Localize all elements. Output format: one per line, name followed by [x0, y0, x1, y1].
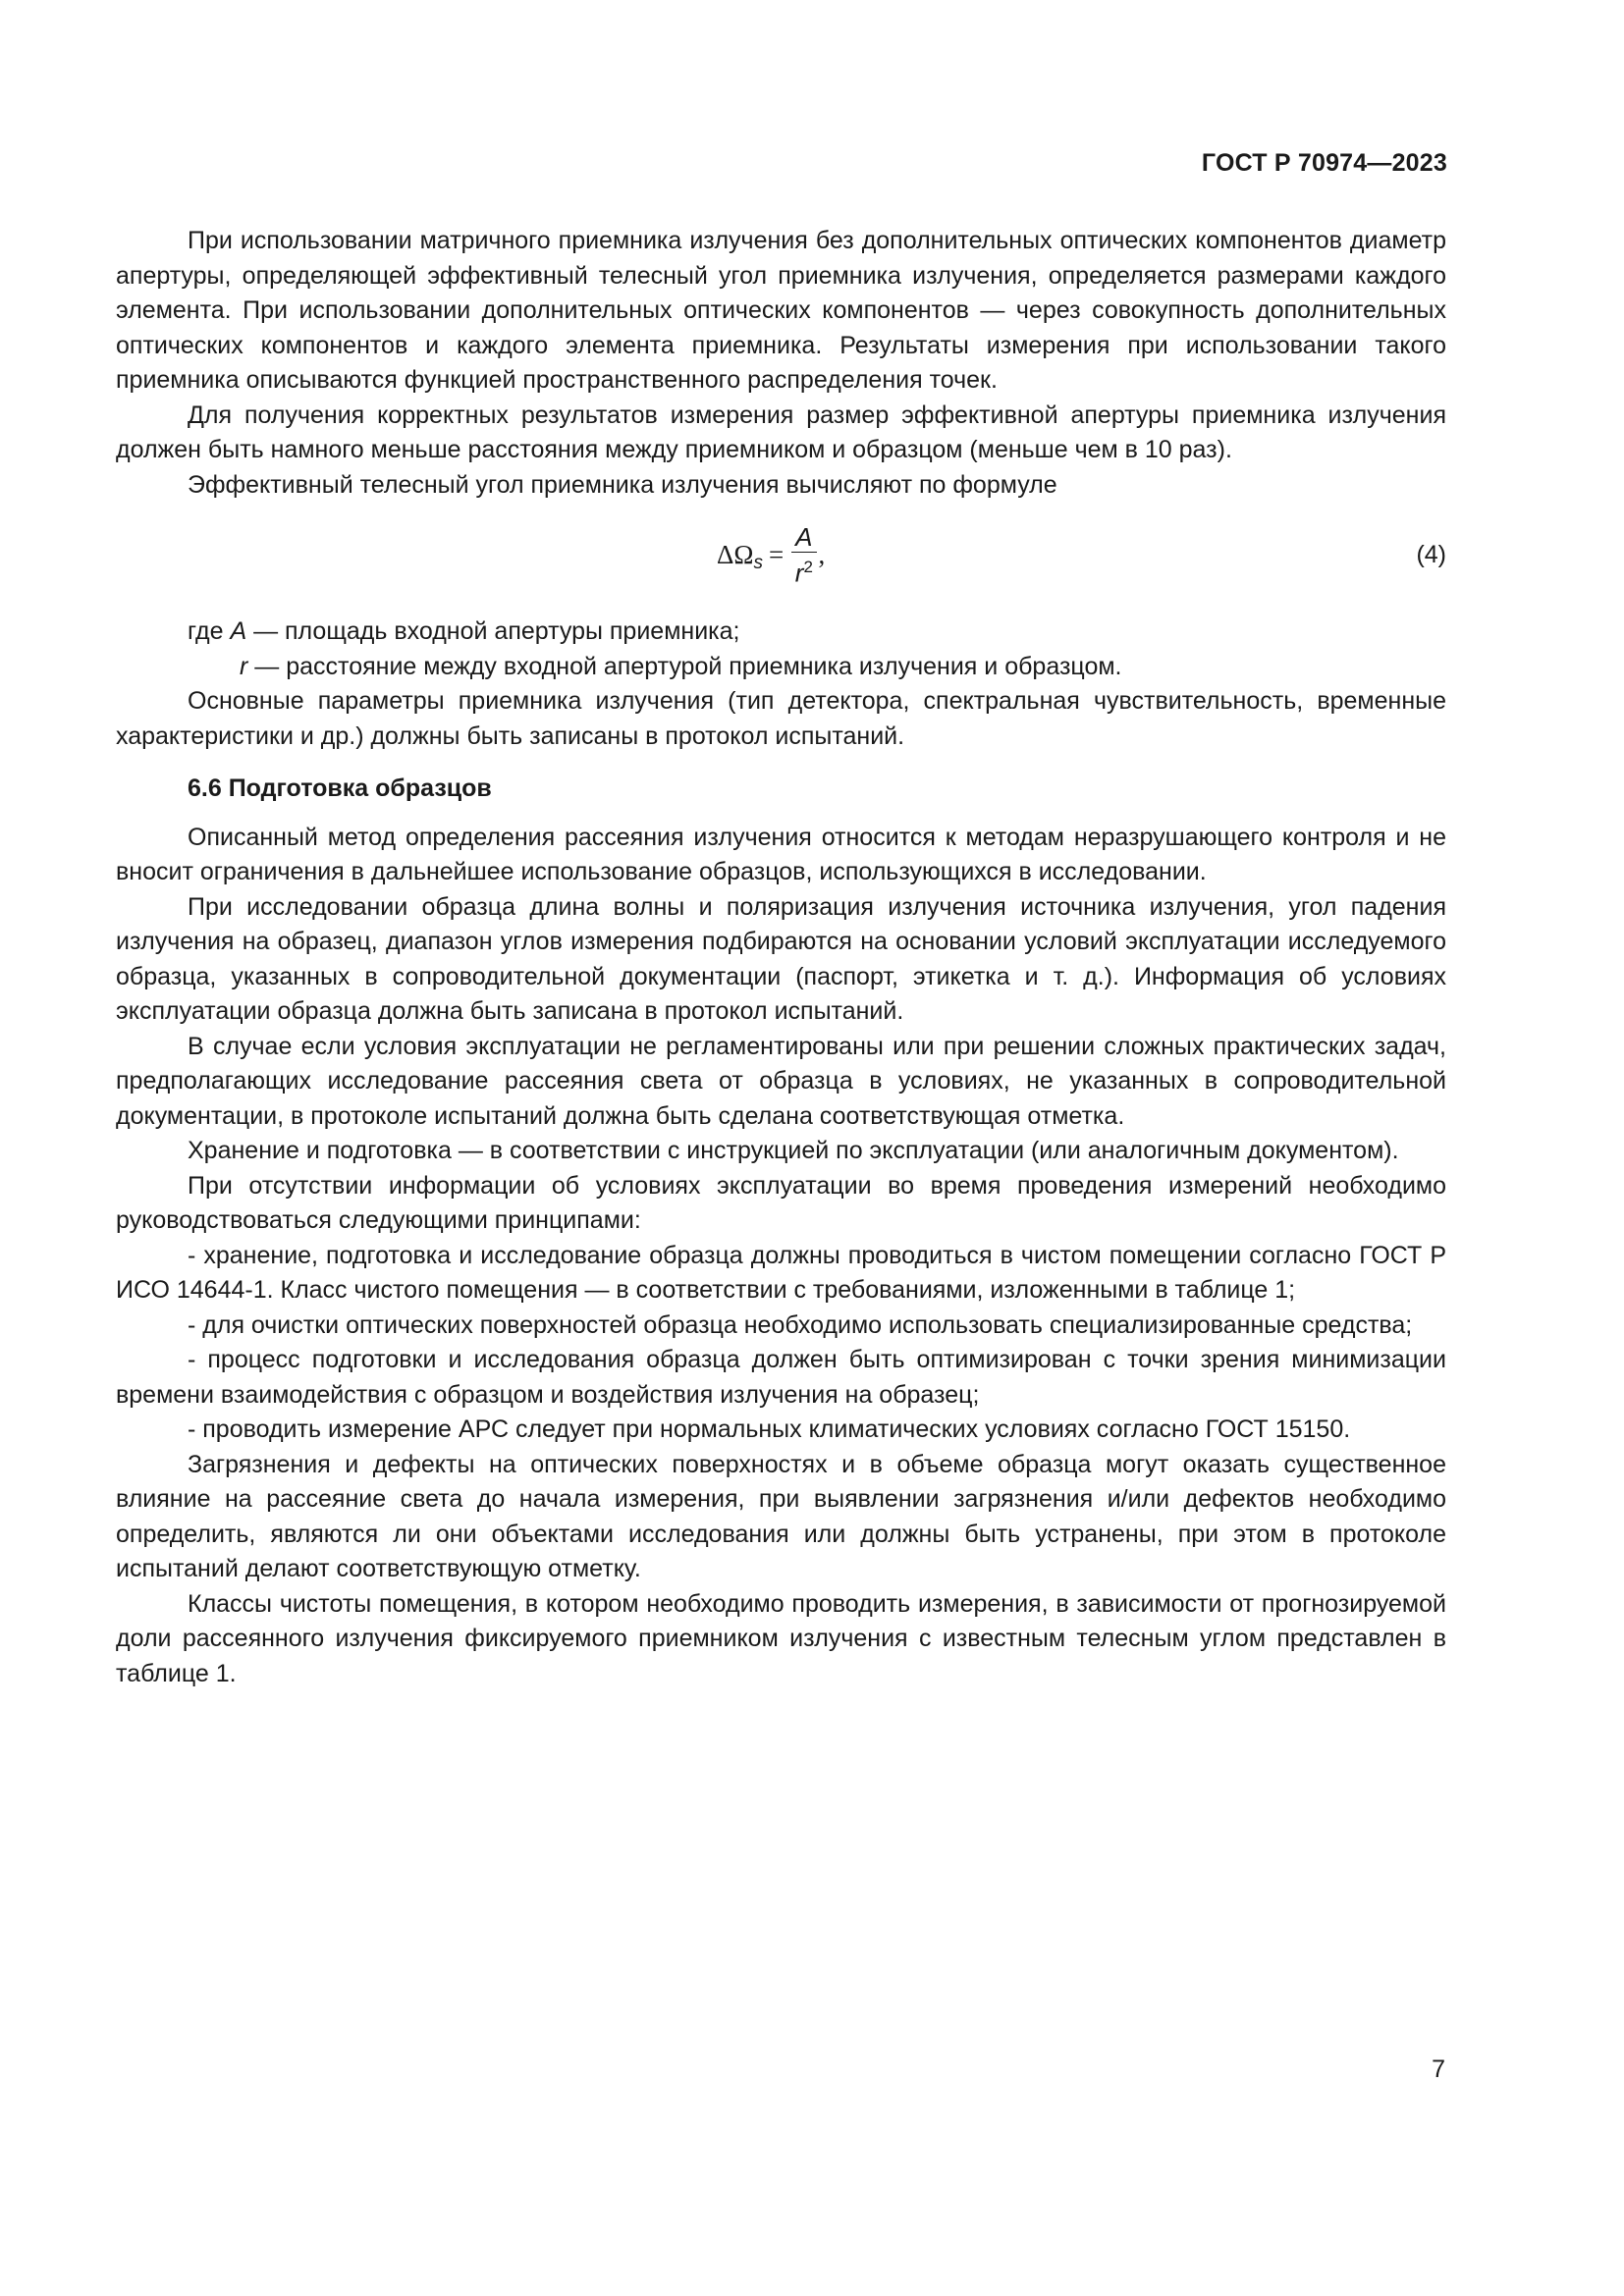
paragraph: Описанный метод определения рассеяния излучения относится к методам неразрушающего контроля и не вносит ограничения в дальнейшее использование образцов, использующихся в исследовании. [116, 823, 1446, 885]
list-item: - процесс подготовки и исследования образца должен быть оптимизирован с точки зрения минимизации времени взаимодействия с образцом и воздействия излучения на образец; [116, 1346, 1446, 1409]
paragraph: При использовании матричного приемника излучения без дополнительных оптических компонентов диаметр апертуры, определяющей эффективный телесный угол приемника излучения, определяется размерами каждого элемента. При использовании дополнительных оптических компонентов — через совокупность дополнительных оптических компонентов и каждого элемента приемника. Результаты измерения при использовании такого приемника описываются функцией пространственного распределения точек. [116, 227, 1446, 394]
paragraph: Загрязнения и дефекты на оптических поверхностях и в объеме образца могут оказать существенное влияние на рассеяние света до начала измерения, при выявлении загрязнения и/или дефектов необходимо определить, являются ли они объектами исследования или должны быть устранены, при этом в протоколе испытаний делают соответствующую отметку. [116, 1450, 1446, 1582]
where-def-r: — расстояние между входной апертурой приемника излучения и образцом. [247, 652, 1122, 680]
list-item: - проводить измерение АРС следует при нормальных климатических условиях согласно ГОСТ 15150. [188, 1415, 1351, 1443]
formula [717, 516, 825, 595]
where-prefix: где [188, 617, 231, 645]
paragraph: В случае если условия эксплуатации не регламентированы или при решении сложных практических задач, предполагающих исследование рассеяния света от образца в условиях, не указанных в сопроводительной документации, в протоколе испытаний должна быть сделана соответствующая отметка. [116, 1032, 1446, 1130]
formula-denominator-power: 2 [803, 558, 813, 577]
document-body [116, 224, 1446, 1691]
paragraph: При исследовании образца длина волны и поляризация излучения источника излучения, угол падения излучения на образец, диапазон углов измерения подбираются на основании условий эксплуатации исследуемого образца, указанных в сопроводительной документации (паспорт, этикетка и т. д.). Информация об условиях эксплуатации образца должна быть записана в протокол испытаний. [116, 892, 1446, 1025]
formula-trailing-comma: , [818, 540, 826, 570]
paragraph: При отсутствии информации об условиях эксплуатации во время проведения измерений необходимо руководствоваться следующими принципами: [116, 1171, 1446, 1234]
formula-fraction [791, 523, 816, 588]
formula-lhs: ΔΩ [717, 540, 754, 570]
formula-denominator-var: r [794, 558, 804, 588]
formula-numerator: A [791, 523, 816, 553]
list-item: - для очистки оптических поверхностей образца необходимо использовать специализированные средства; [188, 1310, 1413, 1339]
list-item: - хранение, подготовка и исследование образца должны проводиться в чистом помещении согласно ГОСТ Р ИСО 14644-1. Класс чистого помещения — в соответствии с требованиями, изложенными в таблице 1; [116, 1241, 1446, 1304]
document-header-standard: ГОСТ Р 70974—2023 [1201, 149, 1447, 177]
paragraph: Классы чистоты помещения, в котором необходимо проводить измерения, в зависимости от прогнозируемой доли рассеянного излучения фиксируемого приемником излучения с известным телесным углом представлен в таблице 1. [116, 1589, 1446, 1687]
formula-number: (4) [1416, 541, 1446, 568]
where-definition-r [116, 650, 1446, 685]
formula-row [116, 516, 1446, 611]
formula-equals: = [768, 540, 785, 570]
paragraph: Основные параметры приемника излучения (тип детектора, спектральная чувствительность, временные характеристики и др.) должны быть записаны в протокол испытаний. [116, 687, 1446, 750]
page-number: 7 [1432, 2056, 1445, 2083]
paragraph: Для получения корректных результатов измерения размер эффективной апертуры приемника излучения должен быть намного меньше расстояния между приемником и образцом (меньше чем в 10 раз). [116, 400, 1446, 463]
where-definition-A [116, 614, 1446, 650]
formula-denominator [795, 553, 813, 588]
paragraph: Хранение и подготовка — в соответствии с инструкцией по эксплуатации (или аналогичным документом). [188, 1137, 1399, 1164]
paragraph: Эффективный телесный угол приемника излучения вычисляют по формуле [188, 470, 1057, 499]
where-var-A: A [230, 617, 247, 645]
where-def-A: — площадь входной апертуры приемника; [246, 617, 740, 645]
formula-lhs-subscript: s [753, 553, 763, 574]
section-title: 6.6 Подготовка образцов [188, 774, 492, 802]
where-var-r: r [240, 652, 248, 680]
